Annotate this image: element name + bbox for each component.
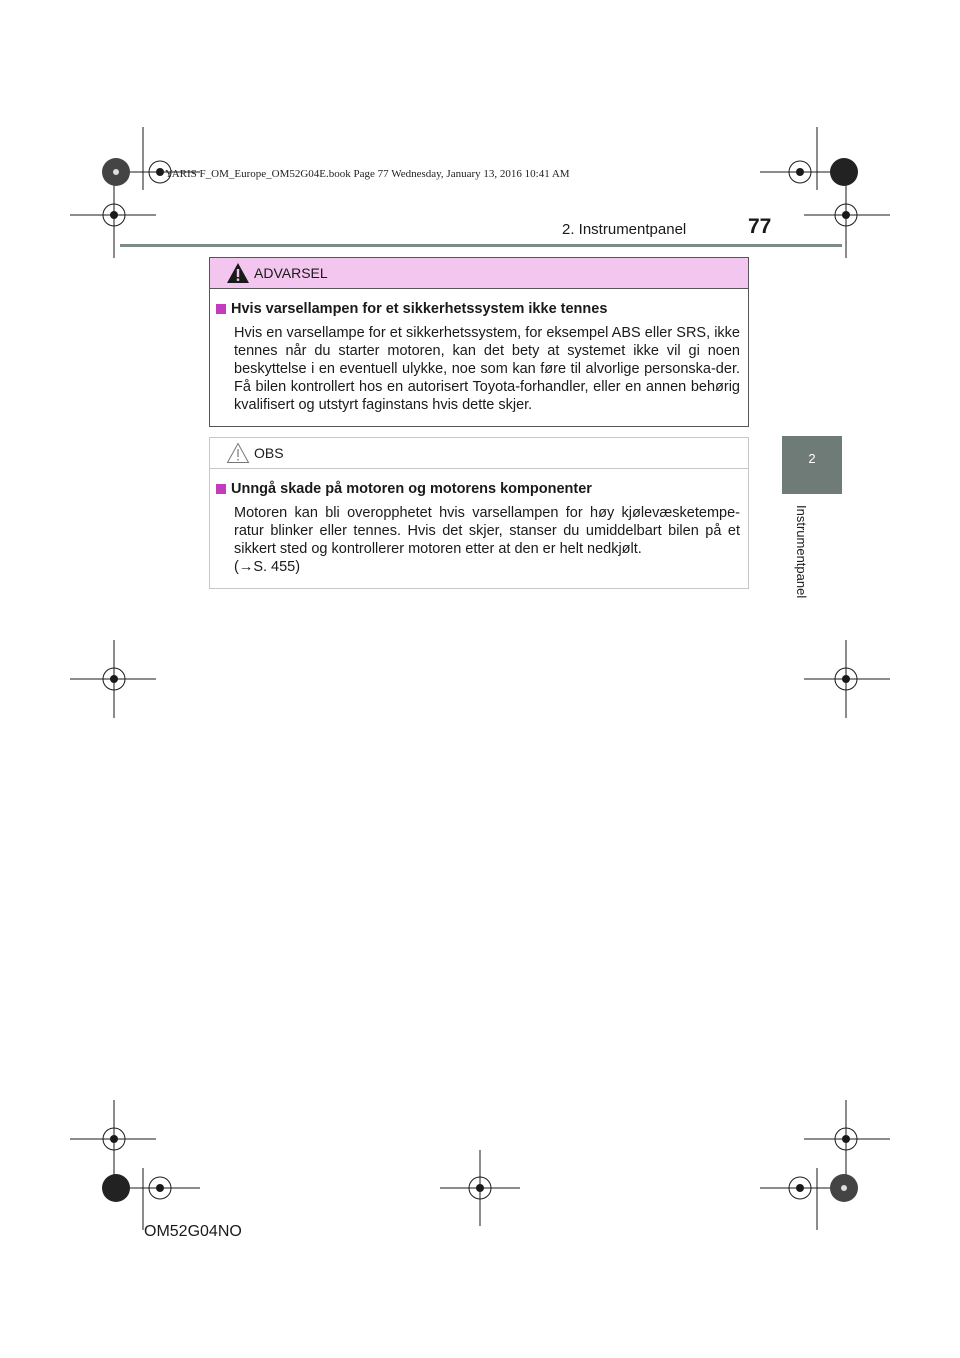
notice-item-title bbox=[216, 481, 740, 497]
page-reference: (→S. 455) bbox=[234, 559, 301, 575]
warning-heading: ADVARSEL bbox=[254, 265, 328, 281]
bullet-square-icon bbox=[216, 304, 226, 314]
notice-item-title-text: Unngå skade på motoren og motorens komponenter bbox=[231, 481, 592, 497]
notice-box bbox=[209, 437, 749, 589]
file-info: YARIS F_OM_Europe_OM52G04E.book Page 77 Wednesday, January 13, 2016 10:41 AM bbox=[165, 168, 570, 180]
notice-item-body: Motoren kan bli overopphetet hvis varsellampen for høy kjølevæsketempe-ratur blinker eller tennes. Hvis det skjer, stanser du umiddelbart bilen på et sikkert sted og kontrollerer motoren etter at den er helt nedkjølt. bbox=[234, 505, 740, 557]
bullet-square-icon bbox=[216, 484, 226, 494]
warning-item-text: Hvis en varsellampe for et sikkerhetssystem, for eksempel ABS eller SRS, ikke tennes når du starter motoren, kan det bety at systemet ikke vil gi noen beskyttelse i en eventuell ulykke, noe som kan føre til alvorlige personska-der. Få bilen kontrollert hos en autorisert Toyota-forhandler, eller en annen behørig kvalifisert og utstyrt faginstans hvis dette skjer. bbox=[234, 325, 740, 413]
warning-box bbox=[209, 257, 749, 427]
notice-item-text bbox=[234, 504, 740, 576]
header-rule bbox=[120, 244, 842, 247]
notice-header bbox=[210, 438, 748, 469]
warning-triangle-filled-icon bbox=[226, 262, 250, 284]
warning-triangle-outline-icon bbox=[226, 442, 250, 464]
warning-item-title bbox=[216, 301, 740, 317]
section-title: 2. Instrumentpanel bbox=[562, 221, 687, 238]
notice-heading: OBS bbox=[254, 445, 284, 461]
page-number: 77 bbox=[748, 215, 772, 238]
document-code: OM52G04NO bbox=[144, 1223, 242, 1240]
chapter-tab: 2 bbox=[782, 436, 842, 494]
warning-header bbox=[210, 258, 748, 289]
chapter-tab-label: Instrumentpanel bbox=[794, 505, 809, 599]
warning-item-title-text: Hvis varsellampen for et sikkerhetssystem ikke tennes bbox=[231, 301, 608, 317]
